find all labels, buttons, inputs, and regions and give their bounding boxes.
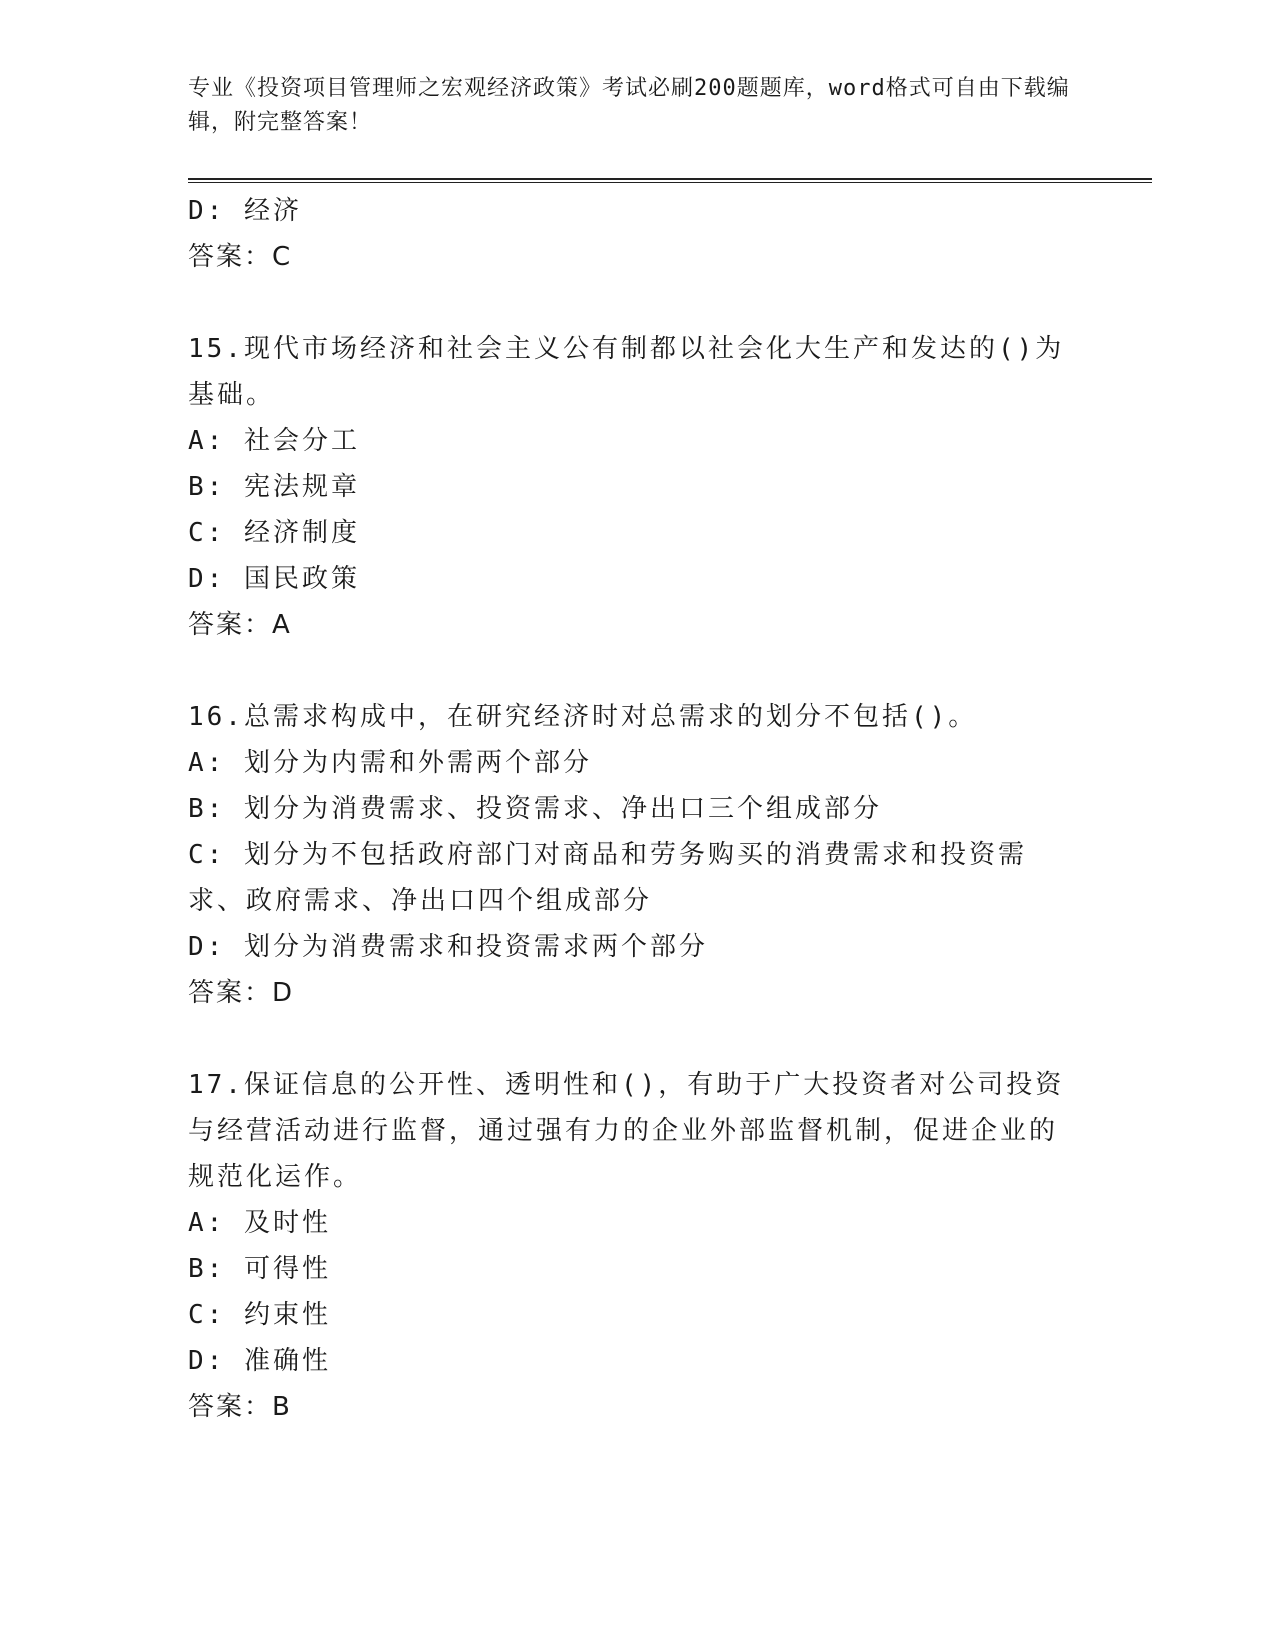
question-17 <box>188 1062 1078 1430</box>
spacer <box>188 648 1078 694</box>
question-text: 17.保证信息的公开性、透明性和()，有助于广大投资者对公司投资与经营活动进行监督，通过强有力的企业外部监督机制，促进企业的规范化运作。 <box>188 1070 1065 1192</box>
carryover-answer: 答案：C <box>188 242 293 272</box>
answer: 答案：D <box>188 978 295 1008</box>
spacer <box>188 280 1078 326</box>
question-text: 16.总需求构成中，在研究经济时对总需求的划分不包括()。 <box>188 702 978 732</box>
carryover-option-d: D: 经济 <box>188 196 302 226</box>
option-b: B: 划分为消费需求、投资需求、净出口三个组成部分 <box>188 794 882 824</box>
option-c: C: 划分为不包括政府部门对商品和劳务购买的消费需求和投资需求、政府需求、净出口四个组成部分 <box>188 840 1027 916</box>
spacer <box>188 1016 1078 1062</box>
option-a: A: 划分为内需和外需两个部分 <box>188 748 592 778</box>
document-header: 专业《投资项目管理师之宏观经济政策》考试必刷200题题库，word格式可自由下载编辑，附完整答案！ <box>188 76 1070 135</box>
question-text: 15.现代市场经济和社会主义公有制都以社会化大生产和发达的()为基础。 <box>188 334 1065 410</box>
option-b: B: 可得性 <box>188 1254 331 1284</box>
answer: 答案：B <box>188 1392 292 1422</box>
header-rule-thin <box>188 182 1152 183</box>
option-d: D: 准确性 <box>188 1346 331 1376</box>
option-a: A: 及时性 <box>188 1208 331 1238</box>
option-b: B: 宪法规章 <box>188 472 360 502</box>
option-d: D: 国民政策 <box>188 564 360 594</box>
option-a: A: 社会分工 <box>188 426 360 456</box>
header-rule-thick <box>188 178 1152 180</box>
option-c: C: 经济制度 <box>188 518 360 548</box>
option-c: C: 约束性 <box>188 1300 331 1330</box>
option-d: D: 划分为消费需求和投资需求两个部分 <box>188 932 708 962</box>
answer: 答案：A <box>188 610 292 640</box>
question-content <box>188 188 1078 1430</box>
question-16 <box>188 694 1078 1016</box>
question-15 <box>188 326 1078 648</box>
